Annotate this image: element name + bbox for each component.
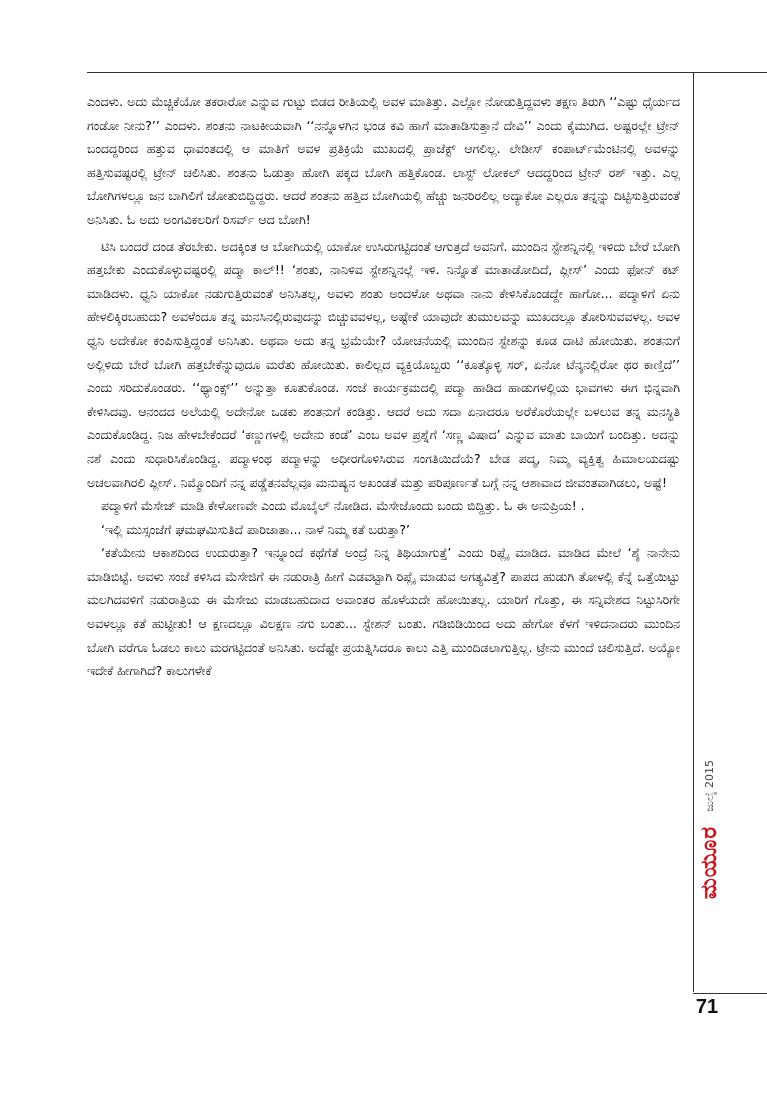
top-rule [87,72,767,73]
issue-date: ಜುಲೈ 2015 [702,760,716,812]
paragraph: ಟಿಸಿ ಬಂದರೆ ದಂಡ ತೆರಬೇಕು. ಅದಕ್ಕಿಂತ ಆ ಬೋಗಿಯಲ್ಲಿ ಯಾಕೋ ಉಸಿರುಗಟ್ಟಿದಂತೆ ಆಗುತ್ತದೆ ಅವನಿಗೆ. ಮುಂದಿನ ಸ್ಟೇಶನ್ನಿನಲ್ಲಿ ಇಳಿದು ಬೇರೆ ಬೋಗಿ ಹತ್ತಬೇಕು ಎಂದುಕೊಳ್ಳುವಷ್ಟರಲ್ಲಿ ಪದ್ಮಾ ಕಾಲ್!! ‘ಶಂತು, ನಾನಿಳಿವ ಸ್ಟೇಶನ್ನಿನಲ್ಲೆ ಇಳಿ. ನಿನ್ನೊತೆ ಮಾತಾಡೋದಿದೆ, ಪ್ಲೀಸ್’ ಎಂದು ಫೋನ್ ಕಟ್ ಮಾಡಿದಳು. ಧ್ವನಿ ಯಾಕೋ ನಡುಗುತ್ತಿರುವಂತೆ ಅನಿಸಿತಲ್ಲ, ಅವಳು ಶಂತು ಅಂದಳೋ ಅಥವಾ ನಾನು ಕೇಳಿಸಿಕೊಂಡದ್ದೇ ಹಾಗೋ... ಪದ್ಮಾಳಿಗೆ ಏನು ಹೇಳಲಿಕ್ಕಿರಬಹುದು? ಅವಳೆಂದೂ ತನ್ನ ಮನಸಿನಲ್ಲಿರುವುದನ್ನು ಬಿಚ್ಚುವವಳಲ್ಲ, ಅಷ್ಟೇಕೆ ಯಾವುದೇ ತುಮುಲವನ್ನು ಮುಖದಲ್ಲೂ ತೋರಿಸುವವಳಲ್ಲ. ಅವಳ ಧ್ವನಿ ಅದೇಕೋ ಕಂಪಿಸುತ್ತಿದ್ದಂತೆ ಅನಿಸಿತು. ಅಥವಾ ಅದು ತನ್ನ ಭ್ರಮೆಯೇ? ಯೋಚನೆಯಲ್ಲಿ ಮುಂದಿನ ಸ್ಟೇಶನ್ನು ಕೂಡ ದಾಟಿ ಹೋಯಿತು. ಶಂತನುಗೆ ಅಲ್ಲಿಳಿದು ಬೇರೆ ಬೋಗಿ ಹತ್ತಬೇಕೆನ್ನುವುದೂ ಮರೆತು ಹೋಯಿತು. ಕಾಲಿಲ್ಲದ ವ್ಯಕ್ತಿಯೊಬ್ಬರು ‘‘ಕೂತ್ಕೊಳ್ಳಿ ಸರ್, ಏನೋ ಟೆನ್ಶನಲ್ಲಿರೋ ಥರ ಕಾಣ್ತಿದೆ’’ ಎಂದು ಸರಿದುಕೊಂಡರು. ‘‘ಥ್ಯಾಂಕ್ಸ್’’ ಅನ್ನುತ್ತಾ ಕೂತುಕೊಂಡ. ಸಂಜೆ ಕಾರ್ಯಕ್ರಮದಲ್ಲಿ ಪದ್ಮಾ ಹಾಡಿದ ಹಾಡುಗಳಲ್ಲಿಯ ಭಾವಗಳು ಈಗ ಭಿನ್ನವಾಗಿ ಕೇಳಿಸಿದವು. ಆನಂದದ ಅಲೆಯಲ್ಲಿ ಅದೇನೋ ಒಡಕು ಶಂತನುಗೆ ಕಂಡಿತ್ತು. ಆದರೆ ಅದು ಸದಾ ಏನಾದರೂ ಅರೆಕೊರೆಯಲ್ಲೇ ಬಳಲುವ ತನ್ನ ಮನಸ್ಥಿತಿ ಎಂದುಕೊಂಡಿದ್ದ. ನಿಜ ಹೇಳಬೇಕೆಂದರೆ ‘ಕಣ್ಣುಗಳಲ್ಲಿ ಅದೇನು ಕಂಡೆ’ ಎಂಬ ಅವಳ ಪ್ರಶ್ನೆಗೆ ‘ಸಣ್ಣ ವಿಷಾದ’ ಎನ್ನುವ ಮಾತು ಬಾಯಿಗೆ ಬಂದಿತ್ತು. ಅದನ್ನು ನಶೆ ಎಂದು ಸುಧಾರಿಸಿಕೊಂಡಿದ್ದ. ಪದ್ಮಾಳಂಥ ಪದ್ಮಾಳನ್ನು ಅಧೀರಗೊಳಿಸಿರುವ ಸಂಗತಿಯಿದೆಯೆ? ಬೇಡ ಪದ್ಮ, ನಿಮ್ಮ ವ್ಯಕ್ತಿತ್ವ ಹಿಮಾಲಯದಷ್ಟು ಅಚಲವಾಗಿರಲಿ ಪ್ಲೀಸ್. ನಿಮ್ಮೊಂದಿಗೆ ನನ್ನ ಪಡ್ಡೆತನವೆಲ್ಲವೂ ಮನುಷ್ಯನ ಅಖಂಡತೆ ಮತ್ತು ಪರಿಪೂರ್ಣತೆ ಬಗ್ಗೆ ನನ್ನ ಆಶಾವಾದ ಜೀವಂತವಾಗಿಡಲು, ಅಷ್ಟೆ! [87,238,680,490]
paragraph: ಎಂದಳು. ಅದು ಮೆಚ್ಚಿಕೆಯೋ ತಕರಾರೋ ಎನ್ನುವ ಗುಟ್ಟು ಬಿಡದ ರೀತಿಯಲ್ಲಿ ಅವಳ ಮಾತಿತ್ತು. ಎಲ್ಲೋ ನೋಡುತ್ತಿದ್ದವಳು ತಕ್ಷಣ ತಿರುಗಿ ‘‘ಎಷ್ಟು ಧೈರ್ಯದ ಗಂಡೋ ನೀನು?’’ ಎಂದಳು. ಶಂತನು ನಾಟಕೀಯವಾಗಿ ‘‘ನನ್ನೊಳಗಿನ ಭಂಡ ಕವಿ ಹಾಗೆ ಮಾತಾಡಿಸುತ್ತಾನೆ ದೇವಿ’’ ಎಂದು ಕೈಮುಗಿದ. ಅಷ್ಟರಲ್ಲೇ ಟ್ರೇನ್ ಬಂದದ್ದರಿಂದ ಹತ್ತುವ ಧಾವಂತದಲ್ಲಿ ಆ ಮಾತಿಗೆ ಅವಳ ಪ್ರತಿಕ್ರಿಯೆ ಮುಖದಲ್ಲಿ ಪ್ರಾಜೆಕ್ಟ್ ಆಗಲಿಲ್ಲ. ಲೇಡೀಸ್ ಕಂಪಾರ್ಟ್‌ಮೆಂಟಿನಲ್ಲಿ ಅವಳನ್ನು ಹತ್ತಿಸುವಷ್ಟರಲ್ಲಿ ಟ್ರೇನ್ ಚಲಿಸಿತು. ಶಂತನು ಓಡುತ್ತಾ ಹೋಗಿ ಪಕ್ಕದ ಬೋಗಿ ಹತ್ತಿಕೊಂಡ. ಲಾಸ್ಟ್ ಲೋಕಲ್ ಆದದ್ದರಿಂದ ಟ್ರೇನ್ ರಶ್ ಇತ್ತು. ಎಲ್ಲ ಬೋಗಿಗಳಲ್ಲೂ ಜನ ಬಾಗಿಲಿಗೆ ಜೋತುಬಿದ್ದಿದ್ದರು. ಆದರೆ ಶಂತನು ಹತ್ತಿದ ಬೋಗಿಯಲ್ಲಿ ಹೆಚ್ಚು ಜನರಿರಲಿಲ್ಲ ಅದ್ಯಾಕೋ ಎಲ್ಲರೂ ತನ್ನನ್ನು ದಿಟ್ಟಿಸುತ್ತಿರುವಂತೆ ಅನಿಸಿತು. ಓ ಅದು ಅಂಗವಿಕಲರಿಗೆ ರಿಸರ್ವ್ ಆದ ಬೋಗಿ! [87,94,680,227]
page-number: 71 [695,996,719,1018]
paragraph: ಪದ್ಮಾಳಿಗೆ ಮೆಸೇಜ್ ಮಾಡಿ ಕೇಳೋಣವೇ ಎಂದು ಮೊಬೈಲ್ ನೋಡಿದ. ಮೆಸೇಜೊಂದು ಬಂದು ಬಿದ್ದಿತ್ತು. ಓ ಈ ಅನುಪ್ರಿಯ! . [101,498,585,514]
magazine-side-label [694,760,724,990]
paragraph: ‘ಕತೆಯೇನು ಆಕಾಶದಿಂದ ಉದುರುತ್ತಾ? ಇನ್ನೂಂದೆ ಕಥೆಗೆತೆ ಅಂದ್ರೆ ನಿನ್ನ ತಿಥಿಯಾಗುತ್ತೆ’ ಎಂದು ರಿಪ್ಲೈ ಮಾಡಿದ. ಮಾಡಿದ ಮೇಲೆ ‘ಶ್ಶೆ ನಾನೇನು ಮಾಡಿಬಿಟ್ಟೆ. ಅವಳು ಸಂಜೆ ಕಳಿಸಿದ ಮೆಸೇಜಿಗೆ ಈ ನಡುರಾತ್ರಿ ಹೀಗೆ ಎಡವಟ್ಟಾಗಿ ರಿಪ್ಲೈ ಮಾಡುವ ಅಗತ್ಯವಿತ್ತೆ? ಪಾಪದ ಹುಡುಗಿ ತೋಳಲ್ಲಿ ಕೆನ್ನೆ ಒತ್ತೆಯಿಟ್ಟು ಮಲಗಿದವಳಿಗೆ ನಡುರಾತ್ರಿಯ ಈ ಮೆಸೇಜು ಮಾಡಬಹುದಾದ ಅವಾಂತರ ಹೊಳೆಯದೇ ಹೋಯಿತಲ್ಲ. ಯಾರಿಗೆ ಗೊತ್ತು, ಈ ಸನ್ನಿವೇಶದ ನಿಟ್ಟುಸಿರಿಗೇ ಅವಳಲ್ಲೂ ಕತೆ ಹುಟ್ಟೀತು! ಆ ಕ್ಷಣದಲ್ಲೂ ವಿಲಕ್ಷಣ ನಗು ಬಂತು... ಸ್ಟೇಶನ್ ಬಂತು. ಗಡಿಬಿಡಿಯಿಂದ ಅದು ಹೇಗೋ ಕೆಳಗೆ ಇಳಿದನಾದರು ಮುಂದಿನ ಬೋಗಿ ವರೆಗೂ ಓಡಲು ಕಾಲು ಮರಗಟ್ಟಿದಂತೆ ಅನಿಸಿತು. ಅದೆಷ್ಟೇ ಪ್ರಯತ್ನಿಸಿದರೂ ಕಾಲು ಎತ್ತಿ ಮುಂದಿಡಲಾಗುತ್ತಿಲ್ಲ. ಟ್ರೇನು ಮುಂದೆ ಚಲಿಸುತ್ತಿದೆ. ಅಯ್ಯೋ ಇದೇಕೆ ಹೀಗಾಗಿದೆ? ಕಾಲುಗಳೇಕೆ [87,545,680,679]
article-body [87,90,680,1035]
magazine-logo: ಮಯೂರ [696,825,722,899]
paragraph: ‘ಇಲ್ಲಿ ಮುಸ್ಸಂಜೆಗೆ ಘಮಘಮಿಸುತಿದೆ ಪಾರಿಜಾತಾ... ನಾಳೆ ನಿಮ್ಮ ಕತೆ ಬರುತ್ತಾ?’ [101,521,410,537]
bottom-rule [693,993,767,994]
